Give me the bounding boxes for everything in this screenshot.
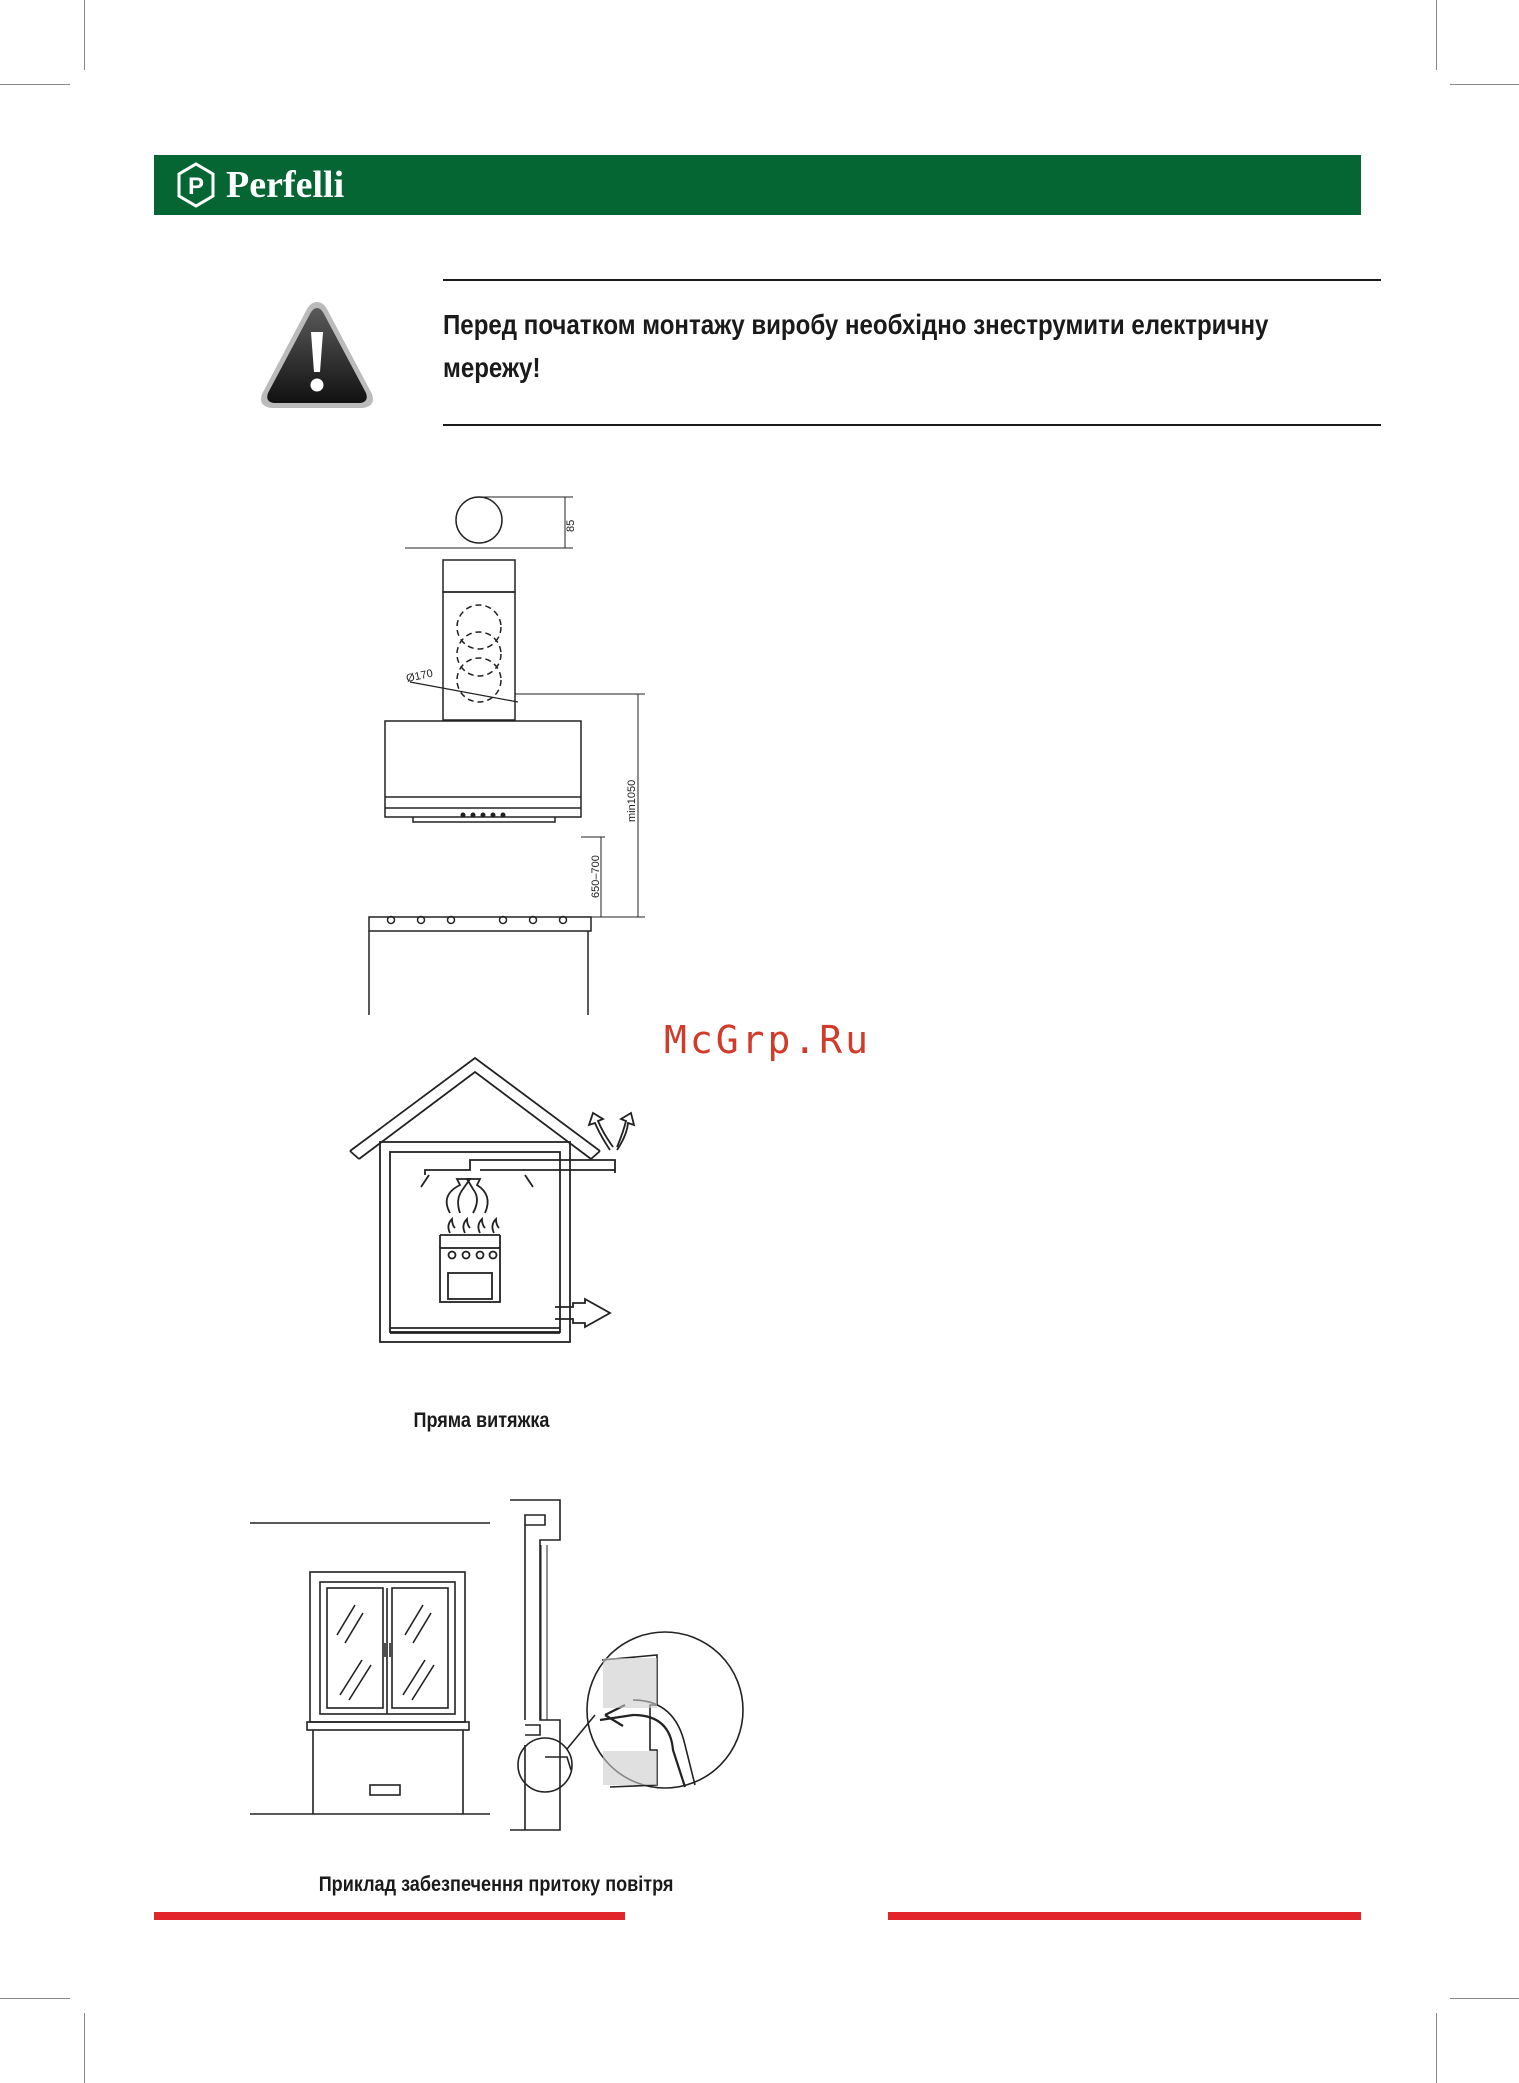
warning-line-1: Перед початком монтажу виробу необхідно знеструмити електричну [443,309,1269,340]
crop-mark [1436,2013,1437,2083]
warning-line-2: мережу! [443,352,541,383]
logo-letter: P [187,173,205,200]
brand-logo [176,161,344,209]
crop-mark [1450,84,1519,85]
crop-mark [84,0,85,70]
watermark: McGrp.Ru [664,1018,872,1062]
air-supply-diagram [245,1495,745,1840]
footer-red-bar-right [888,1912,1361,1920]
crop-mark [0,84,70,85]
header-band [154,155,1361,215]
warning-top-rule [443,279,1381,281]
crop-mark [84,2013,85,2083]
direct-exhaust-diagram [345,1055,665,1395]
warning-text [443,303,1269,389]
warning-bottom-rule [443,424,1381,426]
dim-duct-diameter: Ø170 [405,667,434,685]
crop-mark [1450,1998,1519,1999]
caption-direct-exhaust: Пряма витяжка [413,1409,550,1432]
crop-mark [1436,0,1437,70]
dim-min-height: min1050 [626,779,638,822]
warning-triangle-icon [257,296,377,416]
dim-cooktop-gap: 650–700 [590,855,602,898]
footer-red-bar-left [154,1912,625,1920]
crop-mark [0,1998,70,1999]
dim-top-gap: 85 [565,519,577,532]
brand-name: Perfelli [226,164,345,206]
logo-shield-icon [176,162,216,208]
caption-air-supply: Приклад забезпечення притоку повітря [318,1873,674,1896]
hood-dimension-diagram [355,480,665,1020]
